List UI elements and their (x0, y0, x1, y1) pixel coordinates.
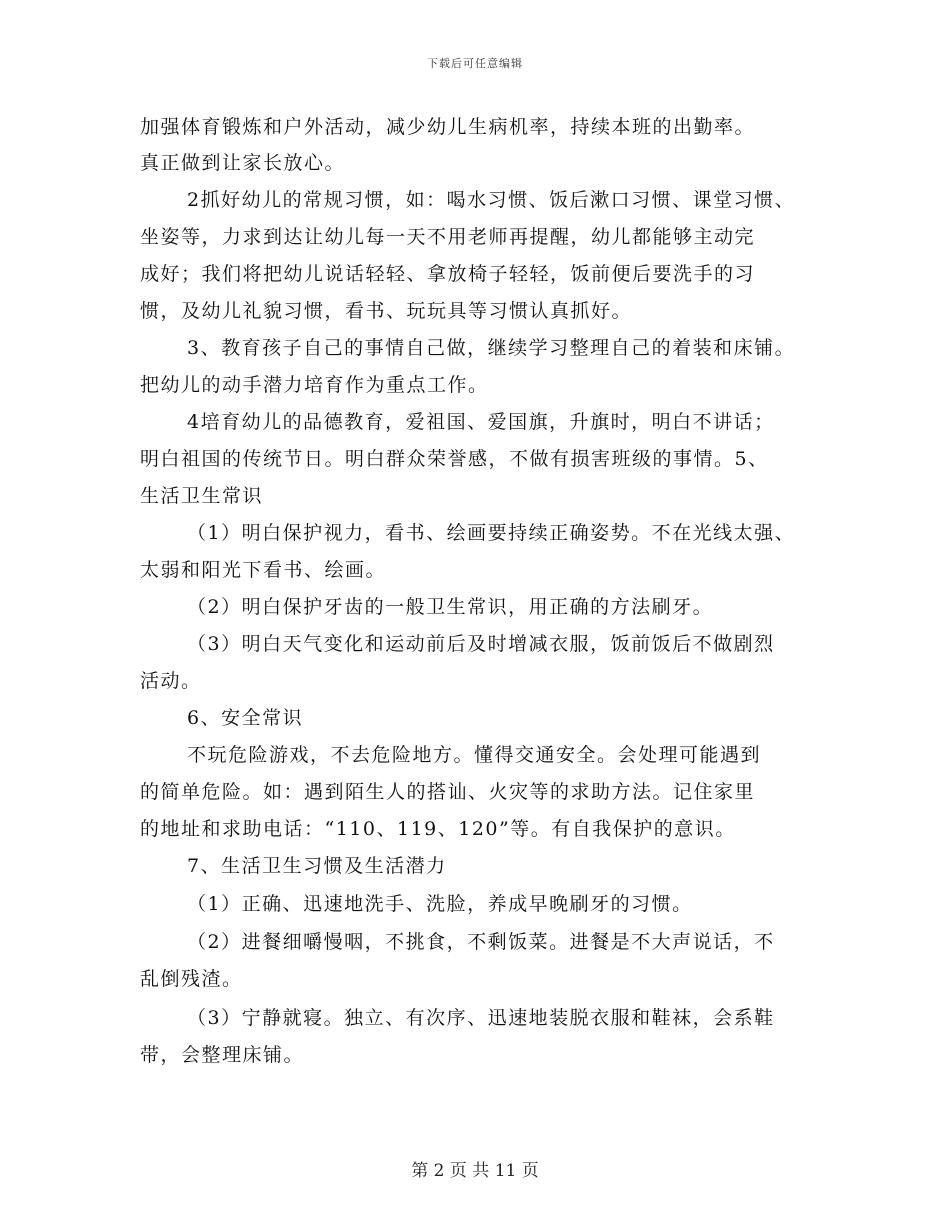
body-line: （2）进餐细嚼慢咽，不挑食，不剩饭菜。进餐是不大声说话，不 (187, 931, 775, 953)
body-line: 生活卫生常识 (140, 485, 264, 507)
body-line: 把幼儿的动手潜力培育作为重点工作。 (140, 374, 489, 396)
body-line: 2抓好幼儿的常规习惯，如：喝水习惯、饭后漱口习惯、课堂习惯、 (187, 189, 796, 211)
body-line: 明白祖国的传统节日。明白群众荣誉感，不做有损害班级的事情。5、 (140, 448, 769, 470)
body-line: 加强体育锻炼和户外活动，减少幼儿生病机率，持续本班的出勤率。 (140, 116, 756, 138)
body-line: 坐姿等，力求到达让幼儿每一天不用老师再提醒，幼儿都能够主动完 (140, 226, 756, 248)
page-header: 下载后可任意编辑 (427, 57, 523, 70)
body-line: 的简单危险。如：遇到陌生人的搭讪、火灾等的求助方法。记住家里 (140, 781, 756, 803)
body-line: 不玩危险游戏，不去危险地方。懂得交通安全。会处理可能遇到 (187, 744, 762, 766)
body-line: 6、安全常识 (187, 707, 304, 729)
body-line: 活动。 (140, 670, 202, 692)
body-line: 7、生活卫生习惯及生活潜力 (187, 855, 447, 877)
body-line: （3）宁静就寝。独立、有次序、迅速地装脱衣服和鞋袜，会系鞋 (187, 1007, 775, 1029)
body-line: （1）正确、迅速地洗手、洗脸，养成早晚刷牙的习惯。 (187, 893, 693, 915)
body-line: 4培育幼儿的品德教育，爱祖国、爱国旗，升旗时，明白不讲话； (187, 411, 775, 433)
body-line: 成好；我们将把幼儿说话轻轻、拿放椅子轻轻，饭前便后要洗手的习 (140, 263, 756, 285)
body-line: 3、教育孩子自己的事情自己做，继续学习整理自己的着装和床铺。 (187, 337, 796, 359)
body-line: 带，会整理床铺。 (140, 1044, 305, 1066)
page-footer: 第 2 页 共 11 页 (411, 1161, 539, 1181)
body-line: （2）明白保护牙齿的一般卫生常识，用正确的方法刷牙。 (187, 596, 714, 618)
body-line: （3）明白天气变化和运动前后及时增减衣服，饭前饭后不做剧烈 (187, 633, 775, 655)
body-line: 真正做到让家长放心。 (140, 152, 346, 174)
body-line: （1）明白保护视力，看书、绘画要持续正确姿势。不在光线太强、 (187, 522, 796, 544)
body-line: 太弱和阳光下看书、绘画。 (140, 559, 387, 581)
body-line: 惯，及幼儿礼貌习惯，看书、玩玩具等习惯认真抓好。 (140, 300, 633, 322)
body-line: 的地址和求助电话：“110、119、120”等。有自我保护的意识。 (140, 818, 736, 840)
body-line: 乱倒残渣。 (140, 968, 243, 990)
